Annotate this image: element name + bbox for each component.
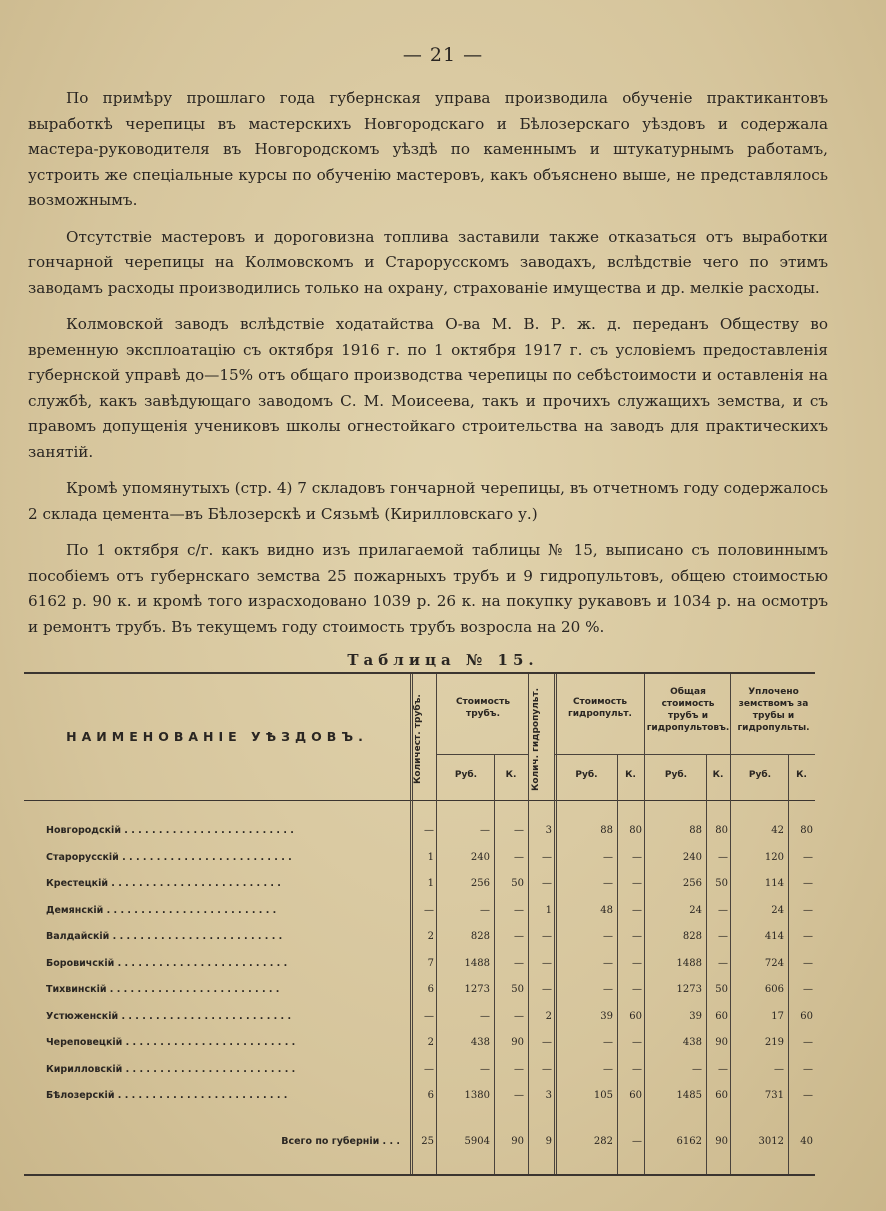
table-cell: — xyxy=(603,931,613,942)
table-row xyxy=(24,1090,815,1110)
table-cell: 438 xyxy=(470,1037,490,1048)
table-cell: — xyxy=(603,851,613,863)
total-row xyxy=(24,1136,815,1156)
table-cell: 88 xyxy=(600,825,613,836)
kop-subheader: К. xyxy=(796,770,807,780)
table-cell: 2 xyxy=(427,931,434,942)
table-cell: 39 xyxy=(600,1010,613,1022)
table-cell: 6 xyxy=(427,984,434,995)
table-cell: 9 xyxy=(545,1136,552,1147)
paragraph: По 1 октября с/г. какъ видно изъ прилагаемой таблицы № 15, выписано съ половиннымъ пособіемъ отъ губернскаго земства 25 пожарныхъ трубъ и 9 гидропультовъ, общею стоимостью 6162 р. 90 к. и кромѣ того израсходовано 1039 р. 26 к. на покупку рукавовъ и 1034 р. на осмотръ и ремонтъ трубъ. Въ текущемъ году стоимость трубъ возросла на 20 %. xyxy=(28,541,828,636)
table-cell: — xyxy=(803,904,813,916)
table-cell: — xyxy=(632,957,642,969)
table-cell: 80 xyxy=(715,825,728,836)
table-cell: — xyxy=(632,984,642,995)
table-cell: 2 xyxy=(427,1037,434,1048)
table-row xyxy=(24,1064,815,1084)
table-cell: 60 xyxy=(715,1090,728,1101)
cost-pipes-header: Стоимость трубъ. xyxy=(455,697,511,719)
table-cell: 3 xyxy=(545,1090,552,1101)
table-cell: 40 xyxy=(800,1136,813,1147)
table-cell: 60 xyxy=(800,1010,813,1022)
table-cell: 60 xyxy=(629,1010,642,1022)
district-name: Валдайскій . . . . . . . . . . . . . . . . . . . . . . . . . xyxy=(46,931,283,942)
table-cell: — xyxy=(632,878,642,889)
table-cell: — xyxy=(632,1136,642,1147)
table-cell: 1273 xyxy=(676,984,702,995)
district-name: Всего по губерніи . . . xyxy=(281,1136,400,1147)
district-name: Череповецкій . . . . . . . . . . . . . . . . . . . . . . . . . xyxy=(46,1037,296,1048)
table-cell: 24 xyxy=(771,904,784,916)
kop-subheader: К. xyxy=(625,770,636,780)
table-cell: — xyxy=(603,878,613,889)
table-cell: 1 xyxy=(427,878,434,889)
table-cell: 219 xyxy=(764,1037,784,1048)
name-column-header: НАИМЕНОВАНІЕ УѢЗДОВЪ. xyxy=(66,729,368,744)
table-cell: — xyxy=(542,1037,552,1048)
table-cell: — xyxy=(603,957,613,969)
table-cell: 90 xyxy=(511,1136,524,1147)
table-cell: 39 xyxy=(689,1010,702,1022)
table-cell: 50 xyxy=(511,878,524,889)
table-cell: — xyxy=(514,851,524,863)
table-cell: — xyxy=(480,904,490,916)
data-table xyxy=(24,672,815,1176)
table-cell: — xyxy=(718,904,728,916)
table-cell: — xyxy=(692,1063,702,1075)
table-cell: 1485 xyxy=(676,1090,702,1101)
table-row xyxy=(24,878,815,898)
table-row xyxy=(24,1037,815,1057)
table-cell: — xyxy=(774,1063,784,1075)
table-cell: — xyxy=(803,931,813,942)
body-text xyxy=(28,86,828,651)
table-cell: 48 xyxy=(600,904,613,916)
table-cell: — xyxy=(803,851,813,863)
table-cell: 1 xyxy=(545,904,552,916)
paragraph: Отсутствіе мастеровъ и дороговизна топлива заставили также отказаться отъ выработки гончарной черепицы на Колмовскомъ и Старорусскомъ заводахъ, вслѣдствіе чего по этимъ заводамъ расходы производились только на охрану, страхованіе имущества и др. мелкіе расходы. xyxy=(28,227,828,297)
table-cell: 7 xyxy=(427,957,434,969)
table-cell: 90 xyxy=(715,1037,728,1048)
table-cell: — xyxy=(632,851,642,863)
table-cell: 1 xyxy=(427,851,434,863)
district-name: Кирилловскій . . . . . . . . . . . . . . . . . . . . . . . . . xyxy=(46,1063,296,1075)
table-cell: 438 xyxy=(682,1037,702,1048)
table-cell: 240 xyxy=(682,851,702,863)
table-cell: — xyxy=(603,984,613,995)
rub-subheader: Руб. xyxy=(748,770,772,780)
table-cell: 50 xyxy=(715,878,728,889)
table-cell: 17 xyxy=(771,1010,784,1022)
table-cell: — xyxy=(803,1090,813,1101)
table-cell: — xyxy=(632,931,642,942)
table-cell: 3 xyxy=(545,825,552,836)
table-cell: — xyxy=(718,931,728,942)
table-cell: 80 xyxy=(629,825,642,836)
table-cell: — xyxy=(603,1063,613,1075)
table-cell: 256 xyxy=(470,878,490,889)
paid-header: Уплочено земствомъ за трубы и гидропульты. xyxy=(737,687,810,733)
table-row xyxy=(24,984,815,1004)
header-subdivider xyxy=(554,754,815,755)
table-cell: 6 xyxy=(427,1090,434,1101)
table-cell: — xyxy=(803,984,813,995)
table-cell: 6162 xyxy=(676,1136,702,1147)
district-name: Боровичскій . . . . . . . . . . . . . . . . . . . . . . . . . xyxy=(46,957,288,969)
table-cell: — xyxy=(718,957,728,969)
table-cell: 2 xyxy=(545,1010,552,1022)
table-cell: — xyxy=(803,957,813,969)
table-row xyxy=(24,905,815,925)
table-row xyxy=(24,852,815,872)
table-cell: — xyxy=(514,1090,524,1101)
table-cell: 25 xyxy=(421,1136,434,1147)
table-row xyxy=(24,1011,815,1031)
table-cell: 114 xyxy=(764,878,784,889)
table-cell: 3012 xyxy=(758,1136,784,1147)
table-cell: — xyxy=(480,825,490,836)
table-cell: 60 xyxy=(629,1090,642,1101)
table-cell: — xyxy=(803,878,813,889)
table-cell: 24 xyxy=(689,904,702,916)
table-cell: — xyxy=(632,1063,642,1075)
cost-hydro-header: Стоимость гидропульт. xyxy=(568,697,632,719)
table-cell: 42 xyxy=(771,825,784,836)
table-cell: — xyxy=(424,904,434,916)
table-cell: — xyxy=(480,1010,490,1022)
table-caption: Таблица № 15. xyxy=(347,651,539,669)
district-name: Старорусскій . . . . . . . . . . . . . . . . . . . . . . . . . xyxy=(46,851,292,863)
rub-subheader: Руб. xyxy=(575,770,598,780)
table-cell: 414 xyxy=(764,931,784,942)
district-name: Устюженскій . . . . . . . . . . . . . . . . . . . . . . . . . xyxy=(46,1010,292,1022)
table-cell: — xyxy=(542,957,552,969)
table-cell: 60 xyxy=(715,1010,728,1022)
table-cell: — xyxy=(424,1063,434,1075)
table-cell: 1488 xyxy=(676,957,702,969)
table-cell: 50 xyxy=(511,984,524,995)
table-cell: 240 xyxy=(470,851,490,863)
table-cell: 828 xyxy=(682,931,702,942)
table-cell: — xyxy=(514,904,524,916)
paragraph: Колмовской заводъ вслѣдствіе ходатайства О-ва М. В. Р. ж. д. переданъ Обществу во временную эксплоатацію съ октября 1916 г. по 1 октября 1917 г. съ условіемъ предоставленія губернской управѣ до—15% отъ общаго производства черепицы по себѣстоимости и оставленія на службѣ, какъ завѣдующаго заводомъ С. М. Моисеева, такъ и прочихъ служащихъ земства, и съ правомъ допущенія учениковъ школы огнестойкаго строительства на заводъ для практическихъ занятій. xyxy=(28,315,828,461)
total-cost-header: Общая стоимость трубъ и гидропультовъ. xyxy=(646,687,730,733)
district-name: Демянскій . . . . . . . . . . . . . . . . . . . . . . . . . xyxy=(46,904,277,916)
table-cell: — xyxy=(603,1037,613,1048)
header-divider xyxy=(24,800,815,801)
qty-hydro-header: Колич. гидропульт. xyxy=(531,687,541,791)
table-cell: — xyxy=(718,851,728,863)
kop-subheader: К. xyxy=(712,770,724,780)
district-name: Тихвинскій . . . . . . . . . . . . . . . . . . . . . . . . . xyxy=(46,984,280,995)
table-cell: — xyxy=(514,825,524,836)
table-row xyxy=(24,825,815,845)
table-cell: — xyxy=(542,851,552,863)
table-cell: 90 xyxy=(511,1037,524,1048)
table-cell: — xyxy=(514,1010,524,1022)
table-cell: 88 xyxy=(689,825,702,836)
table-row xyxy=(24,931,815,951)
table-cell: — xyxy=(803,1037,813,1048)
table-cell: 282 xyxy=(593,1136,613,1147)
rub-subheader: Руб. xyxy=(454,770,478,780)
table-cell: 80 xyxy=(800,825,813,836)
table-cell: — xyxy=(542,931,552,942)
table-cell: 1488 xyxy=(464,957,490,969)
table-cell: — xyxy=(480,1063,490,1075)
table-cell: 731 xyxy=(764,1090,784,1101)
table-cell: — xyxy=(542,878,552,889)
table-cell: 120 xyxy=(764,851,784,863)
rub-subheader: Руб. xyxy=(664,770,688,780)
district-name: Крестецкій . . . . . . . . . . . . . . . . . . . . . . . . . xyxy=(46,878,281,889)
table-cell: — xyxy=(803,1063,813,1075)
page-number: — 21 — xyxy=(402,44,484,66)
qty-pipes-header: Количест. трубъ. xyxy=(413,694,423,784)
table-cell: — xyxy=(542,1063,552,1075)
table-cell: 105 xyxy=(593,1090,613,1101)
table-cell: — xyxy=(514,1063,524,1075)
table-cell: — xyxy=(514,931,524,942)
district-name: Новгородскій . . . . . . . . . . . . . . . . . . . . . . . . . xyxy=(46,825,294,836)
table-row xyxy=(24,958,815,978)
paragraph: По примѣру прошлаго года губернская управа производила обученіе практикантовъ выработкѣ черепицы въ мастерскихъ Новгородскаго и Бѣлозерскаго уѣздовъ и содержала мастера-руководителя въ Новгородскомъ уѣздѣ по каменнымъ и штукатурнымъ работамъ, устроить же спеціальные курсы по обученію мастеровъ, какъ объяснено выше, не представлялось возможнымъ. xyxy=(28,89,828,209)
table-cell: — xyxy=(514,957,524,969)
table-cell: 5904 xyxy=(464,1136,490,1147)
paragraph: Кромѣ упомянутыхъ (стр. 4) 7 складовъ гончарной черепицы, въ отчетномъ году содержалось 2 склада цемента—въ Бѣлозерскѣ и Сязьмѣ (Кирилловскаго у.) xyxy=(28,479,828,523)
table-cell: 606 xyxy=(764,984,784,995)
table-cell: — xyxy=(424,825,434,836)
kop-subheader: К. xyxy=(505,770,517,780)
table-cell: 256 xyxy=(682,878,702,889)
table-cell: — xyxy=(632,1037,642,1048)
header-subdivider xyxy=(436,754,528,755)
table-cell: 828 xyxy=(470,931,490,942)
table-cell: 90 xyxy=(715,1136,728,1147)
district-name: Бѣлозерскій . . . . . . . . . . . . . . . . . . . . . . . . . xyxy=(46,1090,288,1101)
table-cell: — xyxy=(718,1063,728,1075)
table-cell: 1273 xyxy=(464,984,490,995)
table-cell: 724 xyxy=(764,957,784,969)
table-cell: — xyxy=(424,1010,434,1022)
table-cell: 50 xyxy=(715,984,728,995)
table-cell: 1380 xyxy=(464,1090,490,1101)
table-cell: — xyxy=(632,904,642,916)
table-cell: — xyxy=(542,984,552,995)
